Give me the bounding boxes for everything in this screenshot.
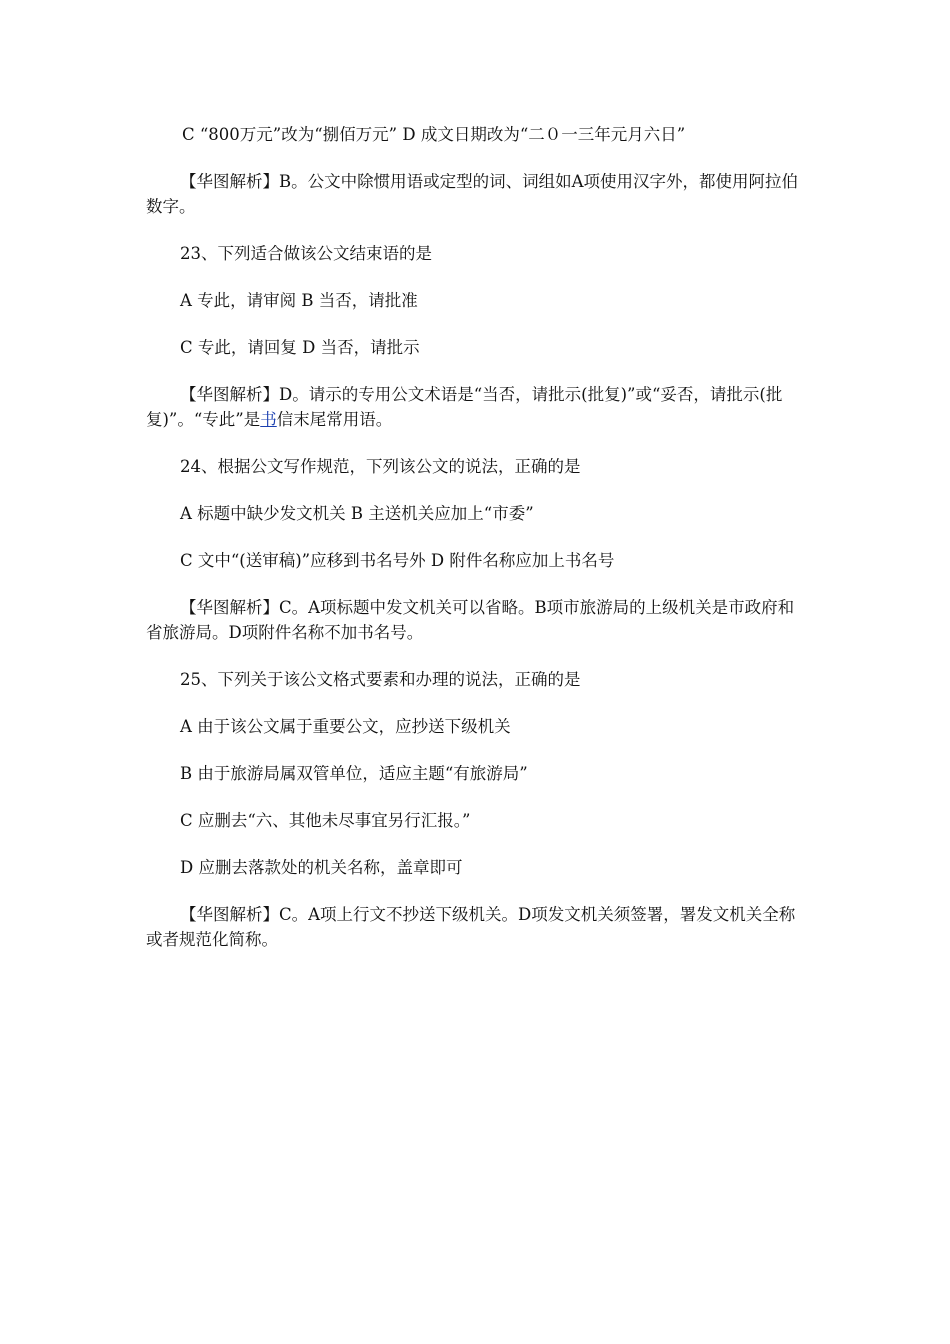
- analysis-tag: 【华图解析】: [180, 172, 279, 191]
- analysis-text: D。请示的专用公文术语是“当否，请批示(批复)”或“妥否，请批示(批复)”。“专此”是: [146, 385, 783, 429]
- q24-options-ab: A 标题中缺少发文机关 B 主送机关应加上“市委”: [180, 504, 534, 523]
- q25-analysis: [146, 902, 808, 952]
- q24-question: 24、根据公文写作规范，下列该公文的说法，正确的是: [180, 457, 581, 476]
- analysis-text: C。A项上行文不抄送下级机关。D项发文机关须签署，署发文机关全称或者规范化简称。: [146, 905, 796, 949]
- shu-link[interactable]: 书: [260, 410, 277, 429]
- q22-analysis: [146, 169, 808, 219]
- q24-options-cd: C 文中“(送审稿)”应移到书名号外 D 附件名称应加上书名号: [180, 551, 615, 570]
- document-body: [146, 122, 808, 974]
- analysis-tag: 【华图解析】: [180, 598, 279, 617]
- q25-option-b: B 由于旅游局属双管单位，适应主题“有旅游局”: [180, 764, 528, 783]
- q24-analysis: [146, 595, 808, 645]
- analysis-text: B。公文中除惯用语或定型的词、词组如A项使用汉字外，都使用阿拉伯数字。: [146, 172, 799, 216]
- q25-question: 25、下列关于该公文格式要素和办理的说法，正确的是: [180, 670, 581, 689]
- q25-option-c: C 应删去“六、其他未尽事宜另行汇报。”: [180, 811, 471, 830]
- q23-options-cd: C 专此，请回复 D 当否，请批示: [180, 338, 420, 357]
- q25-option-a: A 由于该公文属于重要公文，应抄送下级机关: [180, 717, 511, 736]
- q23-question: 23、下列适合做该公文结束语的是: [180, 244, 432, 263]
- analysis-tag: 【华图解析】: [180, 385, 279, 404]
- analysis-tag: 【华图解析】: [180, 905, 279, 924]
- q25-option-d: D 应删去落款处的机关名称，盖章即可: [180, 858, 463, 877]
- q22-options-cd: C “800万元”改为“捌佰万元” D 成文日期改为“二０一三年元月六日”: [182, 125, 686, 144]
- q23-options-ab: A 专此，请审阅 B 当否，请批准: [180, 291, 418, 310]
- analysis-text-tail: 信末尾常用语。: [276, 410, 393, 429]
- q23-analysis: [146, 382, 808, 432]
- analysis-text: C。A项标题中发文机关可以省略。B项市旅游局的上级机关是市政府和省旅游局。D项附件名称不加书名号。: [146, 598, 795, 642]
